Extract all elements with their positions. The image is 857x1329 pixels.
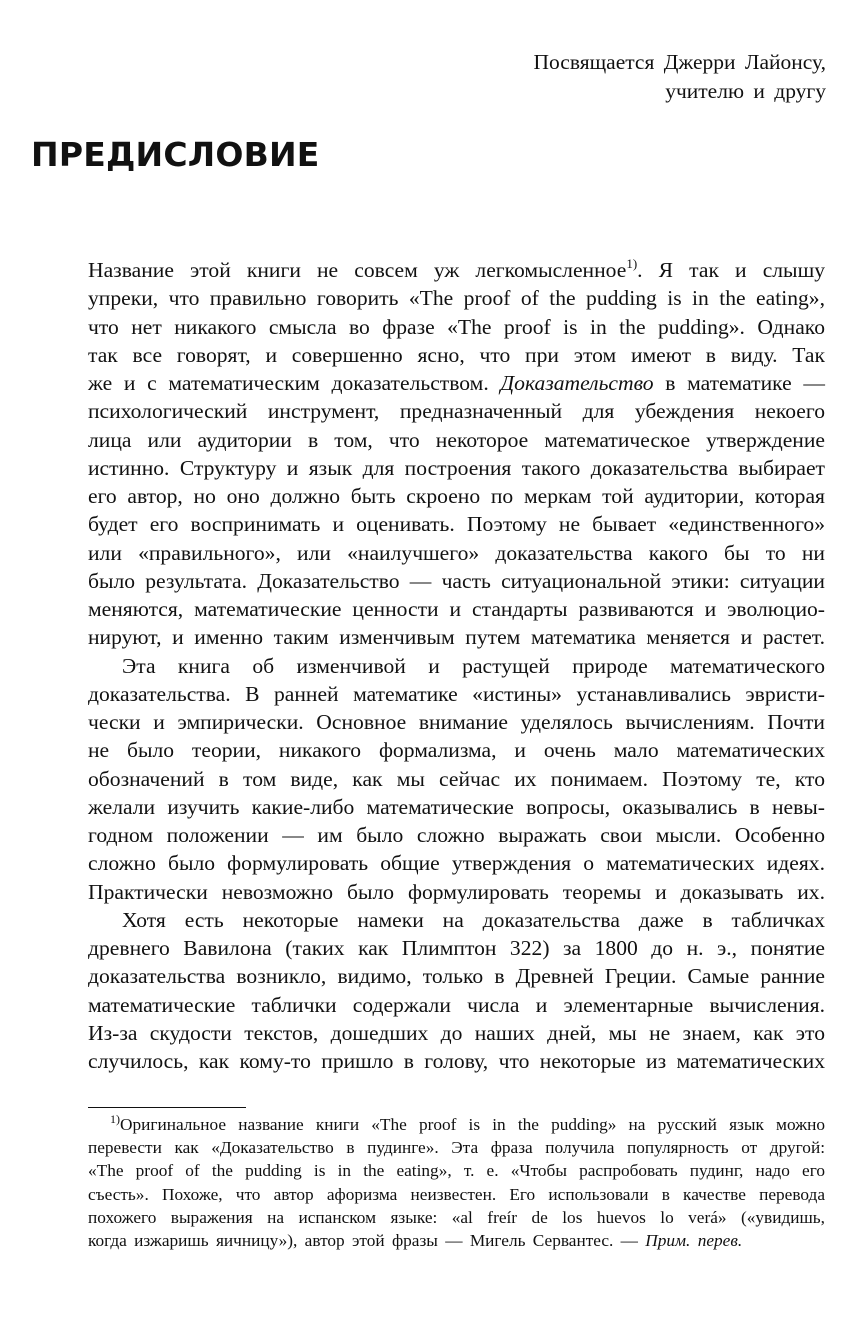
dedication-line: учителю и другу [665, 79, 826, 103]
text-line: что нет никакого смысла во фразе «The proof is in the pudding». Однако [88, 314, 825, 339]
footnote-line [88, 1229, 825, 1252]
text-line: не было теории, никакого формализма, и очень мало математических [88, 738, 825, 763]
footnote-line [88, 1113, 825, 1136]
text-line: так все говорят, и совершенно ясно, что при этом имеют в виду. Так [88, 342, 825, 367]
text-line: обозначений в том виде, как мы сейчас их понимаем. Поэтому те, кто [88, 766, 825, 791]
text-line: доказательства. В ранней математике «истины» устанавливались эвристи- [88, 681, 825, 706]
text-line: меняются, математические ценности и стандарты развиваются и эволюцио- [88, 597, 825, 621]
text-line: Из-за скудости текстов, дошедших до наших дней, мы не знаем, как это [88, 1020, 825, 1045]
text-line: доказательства возникло, видимо, только в Древней Греции. Самые ранние [88, 964, 825, 989]
main-text [88, 256, 825, 1075]
text-line: или «правильного», или «наилучшего» доказательства какого бы то ни [88, 540, 825, 565]
text-line: упреки, что правильно говорить «The proof of the pudding is in the eating», [88, 286, 825, 311]
text-line: было результата. Доказательство — часть ситуациональной этики: ситуации [88, 568, 825, 593]
paragraph [88, 906, 825, 1076]
dedication [534, 48, 827, 106]
text-line: Практически невозможно было формулировать теоремы и доказывать их. [88, 879, 825, 904]
footnote-reference[interactable]: 1) [626, 256, 638, 271]
emphasized-term: Доказательство [500, 371, 654, 395]
text-line: нируют, и именно таким изменчивым путем математика меняется и растет. [88, 625, 825, 650]
text-line: сложно было формулировать общие утверждения о математических идеях. [88, 851, 825, 876]
footnote-mark: 1) [110, 1112, 120, 1126]
text-line: годном положении — им было сложно выражать свои мысли. Особенно [88, 823, 825, 847]
text-line: лица или аудитории в том, что некоторое математическое утверждение [88, 427, 825, 452]
chapter-title: ПРЕДИСЛОВИЕ [31, 135, 320, 174]
paragraph [88, 256, 825, 652]
emphasized-term: Прим. перев. [645, 1230, 743, 1250]
text-line: истинно. Структуру и язык для построения такого доказательства выбирает [88, 455, 825, 480]
text-fragment: когда изжаришь яичницу»), автор этой фразы — Мигель Сервантес. — [88, 1230, 638, 1250]
text-line [88, 256, 825, 284]
text-fragment: . Я так и слышу [637, 258, 825, 282]
text-fragment: же и с математическим доказательством. [88, 371, 489, 395]
text-line: Хотя есть некоторые намеки на доказательства даже в табличках [122, 907, 825, 932]
text-fragment: в математике — [665, 371, 825, 395]
text-line: случилось, как кому-то пришло в голову, что некоторые из математических [88, 1049, 825, 1073]
text-line: будет его воспринимать и оценивать. Поэтому не бывает «единственного» [88, 512, 825, 537]
footnote-line: съесть». Похоже, что автор афоризма неизвестен. Его использовали в качестве перевода [88, 1184, 825, 1204]
footnote [88, 1113, 825, 1252]
text-line: чески и эмпирически. Основное внимание уделялось вычислениям. Почти [88, 710, 825, 734]
text-line [88, 369, 825, 397]
text-line: древнего Вавилона (таких как Плимптон 322) за 1800 до н. э., понятие [88, 936, 825, 960]
footnote-line: похожего выражения на испанском языке: «al freír de los huevos lo verá» («увидишь, [88, 1207, 825, 1227]
dedication-line: Посвящается Джерри Лайонсу, [533, 50, 826, 74]
text-line: математические таблички содержали числа и элементарные вычисления. [88, 992, 825, 1017]
text-line: Эта книга об изменчивой и растущей природе математического [122, 653, 825, 678]
text-line: желали изучить какие-либо математические вопросы, оказывались в невы- [88, 794, 825, 819]
paragraph [88, 652, 825, 906]
footnote-line: перевести как «Доказательство в пудинге». Эта фраза получила популярность от другой: [88, 1138, 825, 1158]
footnote-line: «The proof of the pudding is in the eating», т. е. «Чтобы распробовать пудинг, надо его [88, 1161, 825, 1181]
text-line: его автор, но оно должно быть скроено по меркам той аудитории, которая [88, 484, 825, 508]
text-fragment: Название этой книги не совсем уж легкомысленное [88, 258, 627, 282]
text-fragment: Оригинальное название книги «The proof is in the pudding» на русский язык можно [120, 1115, 825, 1134]
footnote-divider [88, 1107, 246, 1108]
text-line: психологический инструмент, предназначенный для убеждения некоего [88, 399, 825, 424]
